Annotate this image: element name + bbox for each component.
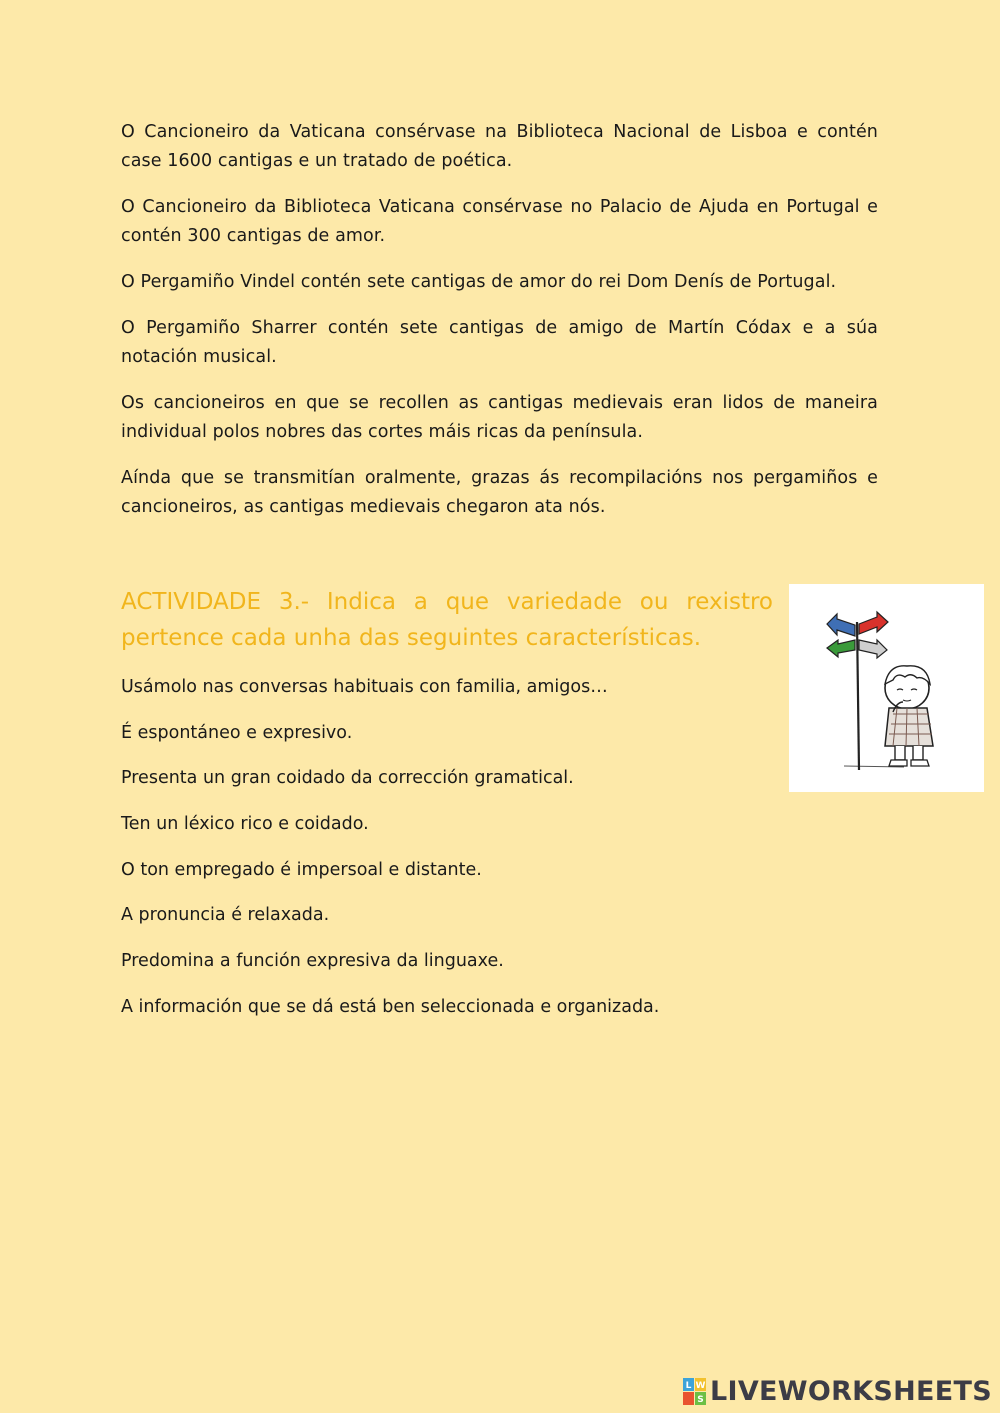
logo-letter: L [685,1380,692,1391]
characteristic-item: O ton empregado é impersoal e distante. [121,859,482,880]
characteristic-item: Predomina a función expresiva da linguaxe. [121,951,504,972]
characteristics-list [121,673,771,1039]
signpost-child-drawing [789,584,984,792]
liveworksheets-brand [683,1376,992,1407]
signpost-child-illustration [789,584,984,792]
statements-block [121,118,878,539]
statement-paragraph: Os cancioneiros en que se recollen as cantigas medievais eran lidos de maneira individual polos nobres das cortes máis ricas da península. [121,393,878,442]
statement-paragraph: Aínda que se transmitían oralmente, grazas ás recompilacións nos pergamiños e cancioneiros, as cantigas medievais chegaron ata nós. [121,468,878,517]
activity-header [121,584,773,656]
characteristic-item: Presenta un gran coidado da corrección gramatical. [121,768,574,789]
logo-letter: W [695,1380,706,1391]
statement-paragraph: O Cancioneiro da Biblioteca Vaticana consérvase no Palacio de Ajuda en Portugal e contén 300 cantigas de amor. [121,197,878,246]
characteristic-item: Usámolo nas conversas habituais con familia, amigos… [121,677,608,697]
characteristic-item: Ten un léxico rico e coidado. [121,814,369,835]
liveworksheets-logo-icon [683,1378,707,1406]
brand-name: LIVEWORKSHEETS [709,1376,992,1407]
statement-paragraph: O Cancioneiro da Vaticana consérvase na Biblioteca Nacional de Lisboa e contén case 1600 cantigas e un tratado de poética. [121,122,878,171]
activity-title: ACTIVIDADE 3.- Indica a que variedade ou rexistro pertence cada unha das seguintes características. [121,589,773,651]
characteristic-item: A información que se dá está ben seleccionada e organizada. [121,996,660,1017]
characteristic-item: É espontáneo e expresivo. [121,722,353,743]
characteristic-item: A pronuncia é relaxada. [121,905,330,926]
logo-letter: S [697,1394,704,1405]
statement-paragraph: O Pergamiño Vindel contén sete cantigas de amor do rei Dom Denís de Portugal. [121,272,837,292]
statement-paragraph: O Pergamiño Sharrer contén sete cantigas de amigo de Martín Códax e a súa notación musical. [121,318,878,367]
